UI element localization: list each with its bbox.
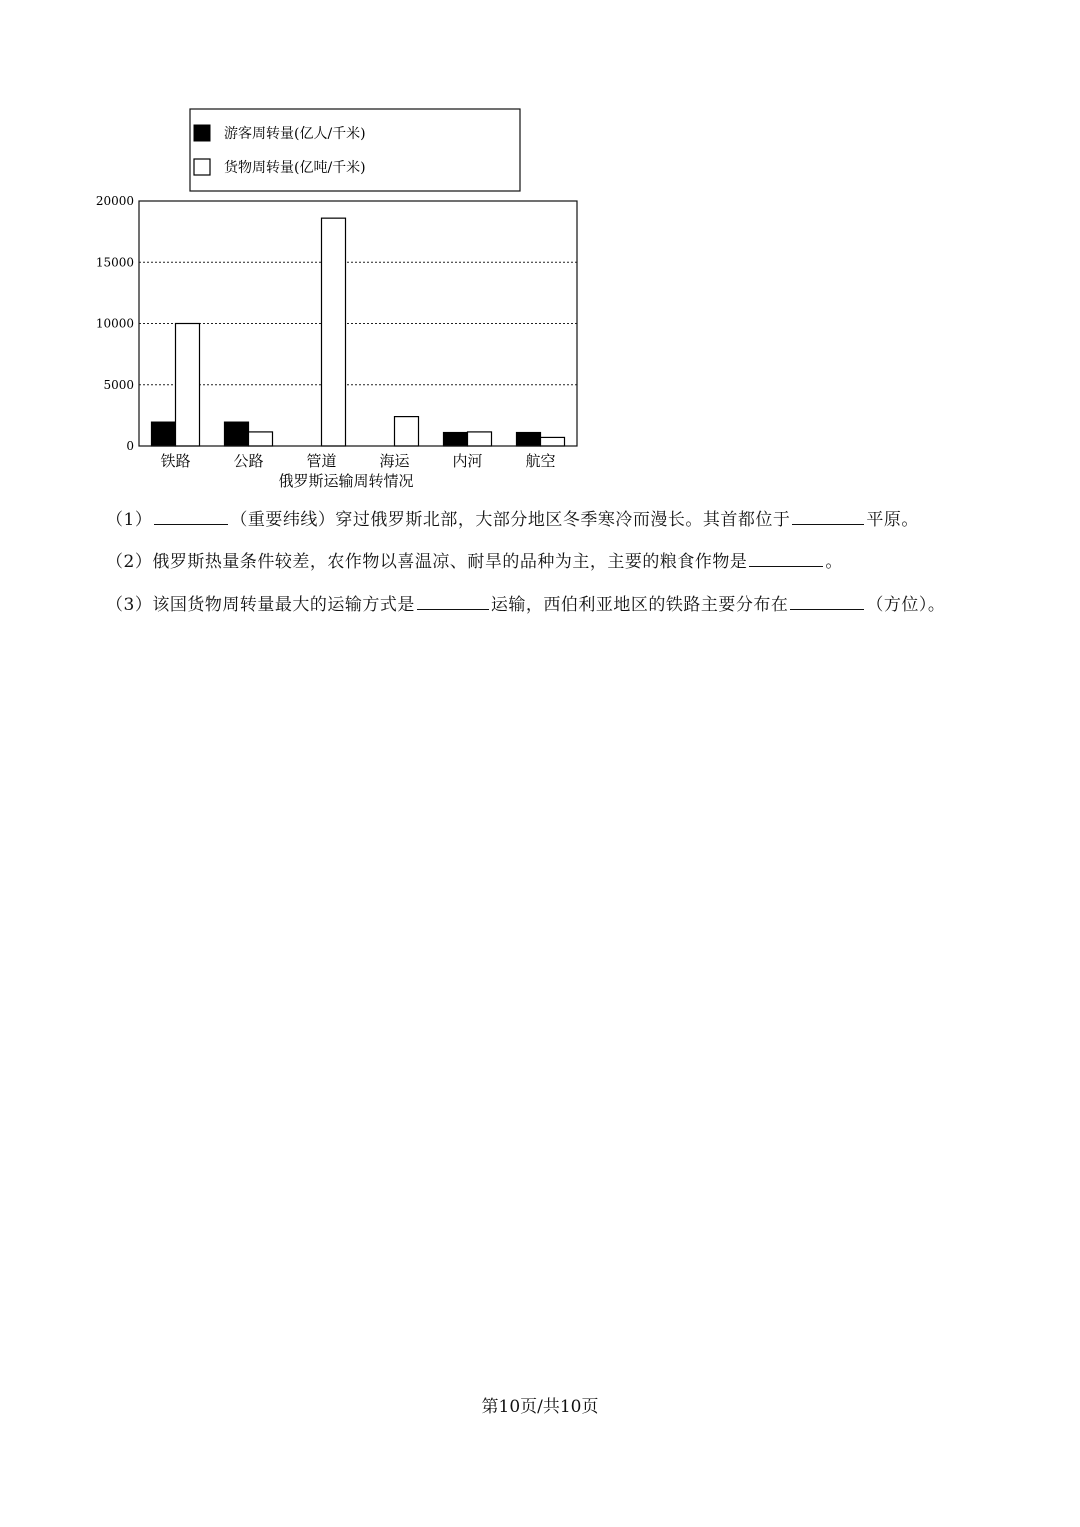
legend-swatch-freight xyxy=(194,159,210,175)
x-tick-label: 海运 xyxy=(379,452,410,470)
q2-text-2: 。 xyxy=(825,552,843,572)
q2-blank-1[interactable] xyxy=(749,550,823,567)
q1-number: （1） xyxy=(106,510,153,530)
q2-text-1: 俄罗斯热量条件较差，农作物以喜温凉、耐旱的品种为主，主要的粮食作物是 xyxy=(152,552,748,572)
x-tick-label: 航空 xyxy=(525,452,556,470)
page-footer: 第10页/共10页 xyxy=(481,1397,599,1417)
chart-legend xyxy=(190,109,520,191)
q2-number: （2） xyxy=(106,552,153,572)
q3-text-3: （方位）。 xyxy=(866,595,946,615)
bars xyxy=(152,218,565,446)
bar-freight-0 xyxy=(176,324,200,447)
q1-text-2: 平原。 xyxy=(866,510,919,530)
legend-label-passenger: 游客周转量(亿人/千米) xyxy=(224,126,366,142)
question-2 xyxy=(106,550,843,574)
chart-title: 俄罗斯运输周转情况 xyxy=(278,472,414,490)
q1-blank-2[interactable] xyxy=(792,508,864,525)
q3-blank-2[interactable] xyxy=(790,593,864,610)
q3-text-1: 该国货物周转量最大的运输方式是 xyxy=(152,595,415,615)
q1-text-1: （重要纬线）穿过俄罗斯北部，大部分地区冬季寒冷而漫长。其首都位于 xyxy=(230,510,791,530)
x-tick-label: 铁路 xyxy=(160,452,191,470)
x-tick-label: 公路 xyxy=(233,452,264,470)
q3-blank-1[interactable] xyxy=(417,593,489,610)
question-1 xyxy=(106,508,919,532)
transport-chart xyxy=(0,0,640,500)
y-tick-label: 15000 xyxy=(95,255,134,270)
legend-swatch-passenger xyxy=(194,125,210,141)
bar-freight-5 xyxy=(541,437,565,446)
q3-number: （3） xyxy=(106,595,153,615)
bar-passenger-4 xyxy=(444,433,468,446)
x-tick-label: 管道 xyxy=(306,452,337,470)
y-tick-label: 10000 xyxy=(95,316,134,331)
y-axis-ticks xyxy=(96,194,134,453)
bar-freight-4 xyxy=(468,432,492,446)
bar-passenger-5 xyxy=(517,433,541,446)
y-tick-label: 20000 xyxy=(95,194,134,208)
bar-passenger-1 xyxy=(225,422,249,446)
q3-text-2: 运输，西伯利亚地区的铁路主要分布在 xyxy=(490,595,789,615)
x-tick-label: 内河 xyxy=(452,452,483,470)
bar-freight-2 xyxy=(322,218,346,446)
bar-freight-3 xyxy=(395,417,419,446)
x-axis-ticks xyxy=(160,452,555,470)
legend-label-freight: 货物周转量(亿吨/千米) xyxy=(224,160,366,176)
bar-freight-1 xyxy=(249,432,273,446)
question-3 xyxy=(106,593,945,617)
bar-passenger-0 xyxy=(152,422,176,446)
y-tick-label: 5000 xyxy=(103,377,134,392)
y-tick-label: 0 xyxy=(126,439,134,453)
grid-lines xyxy=(139,262,577,385)
q1-blank-1[interactable] xyxy=(154,508,228,525)
